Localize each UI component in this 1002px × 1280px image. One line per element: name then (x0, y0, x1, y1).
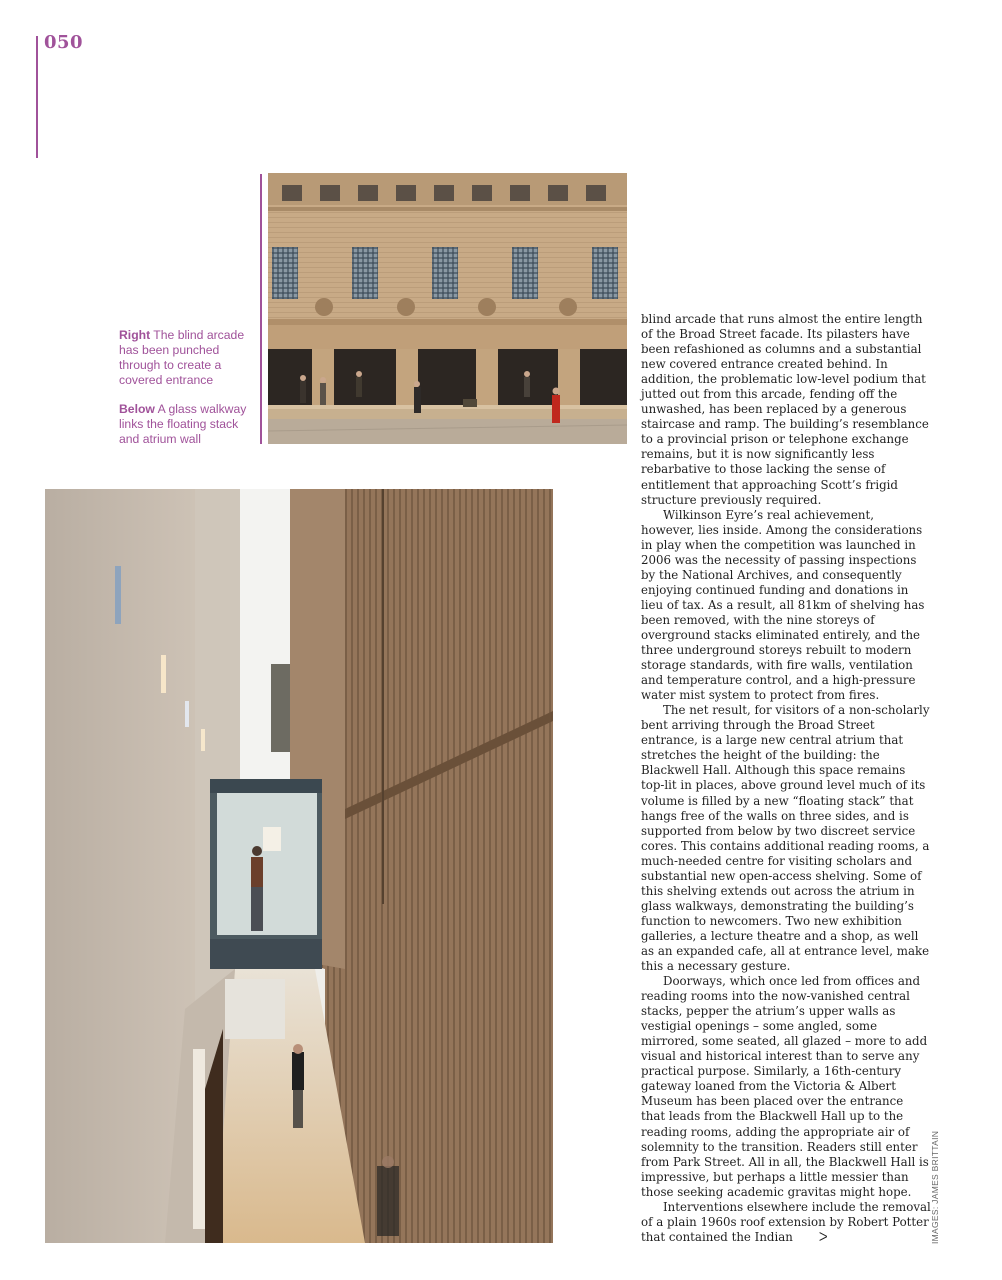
article-paragraph-text: Interventions elsewhere include the removal of a plain 1960s roof extension by Robert Potter that contained the Indian (641, 1199, 931, 1244)
image-credit: IMAGES: JAMES BRITTAIN (930, 1130, 940, 1244)
caption-rule (260, 174, 262, 444)
facade-photo (268, 173, 627, 444)
article-paragraph: Doorways, which once led from offices and reading rooms into the now-vanished central stacks, pepper the atrium’s upper walls as vestigial openings – some angled, some mirrored, some seated, all glazed – more to add visual and historical interest than to serve any practical purpose. Similarly, a 16th-century gateway loaned from the Victoria & Albert Museum has been placed over the entrance that leads from the Blackwell Hall up to the reading rooms, adding the appropriate air of solemnity to the transition. Readers still enter from Park Street. All in all, the Blackwell Hall is impressive, but perhaps a little messier than those seeking academic gravitas might hope. (641, 974, 929, 1199)
article-paragraph: The net result, for visitors of a non-scholarly bent arriving through the Broad Street entrance, is a large new central atrium that stretches the height of the building: the Blackwell Hall. Although this space remains top-lit in places, above ground level much of its volume is filled by a new “floating stack” that hangs free of the walls on three sides, and is supported from below by two discreet service cores. This contains additional reading rooms, a much-needed centre for visiting scholars and substantial new open-access shelving. Some of this shelving extends out across the atrium in glass walkways, demonstrating the building’s function to newcomers. Two new exhibition galleries, a lecture theatre and a shop, as well as an expanded cafe, all at entrance level, make this a necessary gesture. (641, 703, 930, 974)
continue-arrow-icon: ᐳ (818, 1229, 828, 1244)
atrium-photo (45, 489, 553, 1243)
article-paragraph (641, 1200, 931, 1245)
page-rule (36, 36, 38, 158)
photo-captions (119, 328, 259, 461)
caption-below: Below A glass walkway links the floating stack and atrium wall (119, 402, 247, 446)
page-number: 050 (44, 32, 84, 53)
article-body (641, 312, 931, 1245)
article-paragraph: Wilkinson Eyre’s real achievement, however, lies inside. Among the considerations in play when the competition was launched in 2006 was the necessity of passing inspections by the National Archives, and consequently enjoying continued funding and donations in lieu of tax. As a result, all 81km of shelving has been removed, with the nine storeys of overground stacks eliminated entirely, and the three underground storeys rebuilt to modern storage standards, with fire walls, ventilation and temperature control, and a high-pressure water mist system to protect from fires. (641, 507, 925, 703)
caption-right: Right The blind arcade has been punched through to create a covered entrance (119, 328, 245, 387)
article-paragraph: blind arcade that runs almost the entire length of the Broad Street facade. Its pilasters have been refashioned as columns and a substantial new covered entrance created behind. In addition, the problematic low-level podium that jutted out from this arcade, fending off the unwashed, has been replaced by a generous staircase and ramp. The building’s resemblance to a provincial prison or telephone exchange remains, but it is now significantly less rebarbative to those lacking the sense of entitlement that approaching Scott’s frigid structure previously required. (641, 312, 929, 507)
